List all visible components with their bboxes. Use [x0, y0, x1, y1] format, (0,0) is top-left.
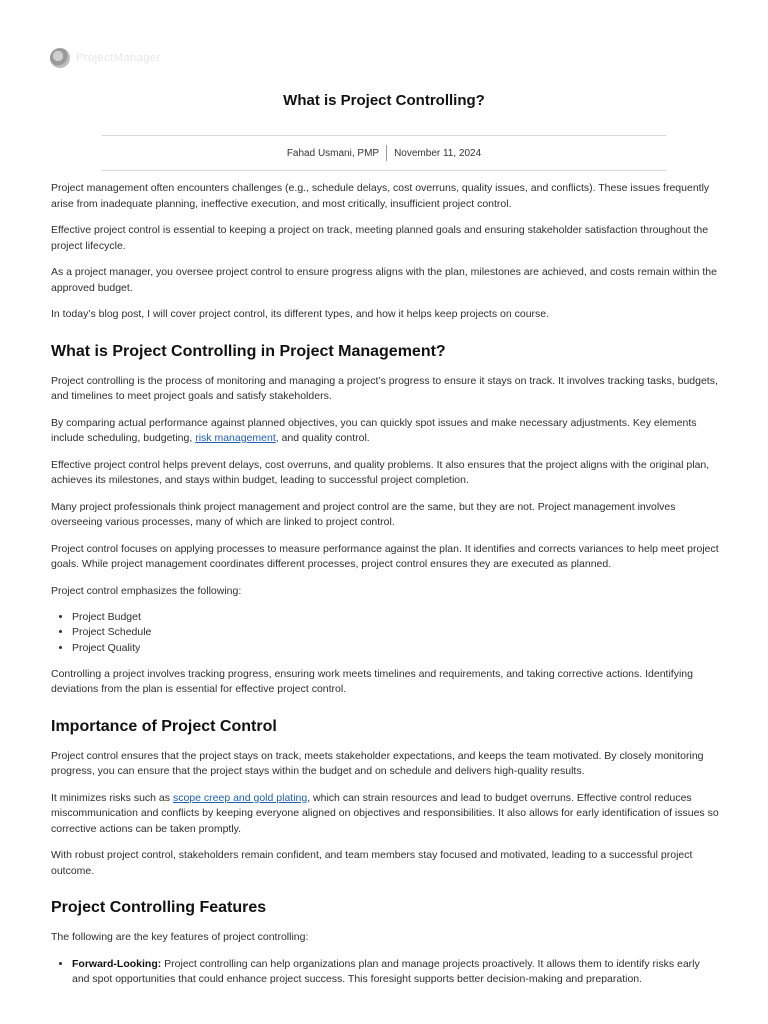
section-heading-definition: What is Project Controlling in Project Management?: [51, 342, 446, 360]
text-span: It minimizes risks such as: [51, 791, 173, 804]
paragraph: [51, 791, 719, 838]
meta-divider: [386, 145, 387, 161]
section-heading-features: Project Controlling Features: [51, 899, 267, 917]
feature-text: Project controlling can help organizations plan and manage projects proactively. It allows them to identify risks early and spot opportunities that could enhance project success. This foresight supports better decision-making and preparation.: [72, 957, 700, 986]
text-span: , and quality control.: [275, 432, 370, 444]
article-body: [51, 181, 719, 998]
paragraph: Project control focuses on applying processes to measure performance against the plan. It identifies and corrects variances to help meet project goals. While project management coordinates different processes, project control ensures they are executed as planned.: [51, 542, 719, 570]
author-name[interactable]: Fahad Usmani, PMP: [286, 147, 380, 159]
section-heading-importance: Importance of Project Control: [51, 717, 277, 735]
feature-title: Forward-Looking:: [72, 957, 162, 970]
paragraph: [51, 416, 719, 447]
paragraph: Project controlling is the process of monitoring and managing a project’s progress to ensure it stays on track. It involves tracking tasks, budgets, and timelines to meet project goals and satisfy stakeholders.: [51, 374, 718, 402]
paragraph: With robust project control, stakeholders remain confident, and team members stay focused and motivated, leading to a successful project outcome.: [51, 849, 693, 877]
logo-icon: [50, 48, 70, 68]
list-item: • Project Budget: [72, 610, 719, 625]
paragraph: Controlling a project involves tracking progress, ensuring work meets timelines and requirements, and taking corrective actions. Identifying deviations from the plan is essential for effective project control.: [51, 667, 693, 696]
page-title: What is Project Controlling?: [283, 92, 485, 109]
intro-paragraph: Project management often encounters challenges (e.g., schedule delays, cost overruns, quality issues, and conflicts). These issues frequently arise from inadequate planning, ineffective execution, and most critically, insufficient project control.: [51, 182, 710, 210]
logo-text: ProjectManager: [76, 52, 161, 64]
intro-paragraph: In today’s blog post, I will cover project control, its different types, and how it helps keep projects on course.: [51, 308, 550, 320]
publish-date: November 11, 2024: [394, 147, 482, 159]
intro-paragraph: Effective project control is essential to keeping a project on track, meeting planned goals and ensuring stakeholder satisfaction throughout the project lifecycle.: [51, 224, 709, 252]
features-list: [51, 957, 719, 988]
text-span: , which can strain resources and lead to budget overruns. Effective control reduces miscommunication and conflicts by keeping everyone aligned on objectives and responsibilities. It also allows for early identification of issues so corrective actions can be taken promptly.: [51, 791, 719, 835]
paragraph: Project control ensures that the project stays on track, meets stakeholder expectations, and keeps the team motivated. By closely monitoring progress, you can ensure that the project stays within the budget and on schedule and delivers high-quality results.: [51, 749, 704, 778]
text-span: By comparing actual performance against planned objectives, you can quickly spot issues and make necessary adjustments. Key elements include scheduling, budgeting,: [51, 416, 697, 444]
list-item: [72, 957, 719, 988]
paragraph: Effective project control helps prevent delays, cost overruns, and quality problems. It also ensures that the project aligns with the original plan, achieves its milestones, and stays within budget, leading to successful project completion.: [51, 458, 710, 486]
list-item: • Project Quality: [72, 641, 719, 656]
paragraph: Many project professionals think project management and project control are the same, but they are not. Project management involves overseeing various processes, many of which are linked to project control.: [51, 500, 676, 528]
paragraph: The following are the key features of project controlling:: [51, 931, 309, 944]
intro-paragraph: As a project manager, you oversee project control to ensure progress aligns with the plan, milestones are achieved, and costs remain within the approved budget.: [51, 266, 717, 294]
article-meta: [102, 135, 666, 171]
list-item: • Project Schedule: [72, 625, 719, 640]
scope-creep-link[interactable]: scope creep and gold plating: [172, 791, 308, 804]
emphasis-list: [51, 610, 719, 656]
risk-management-link[interactable]: risk management: [195, 432, 276, 444]
paragraph: Project control emphasizes the following:: [51, 584, 242, 597]
site-logo[interactable]: [50, 48, 161, 68]
